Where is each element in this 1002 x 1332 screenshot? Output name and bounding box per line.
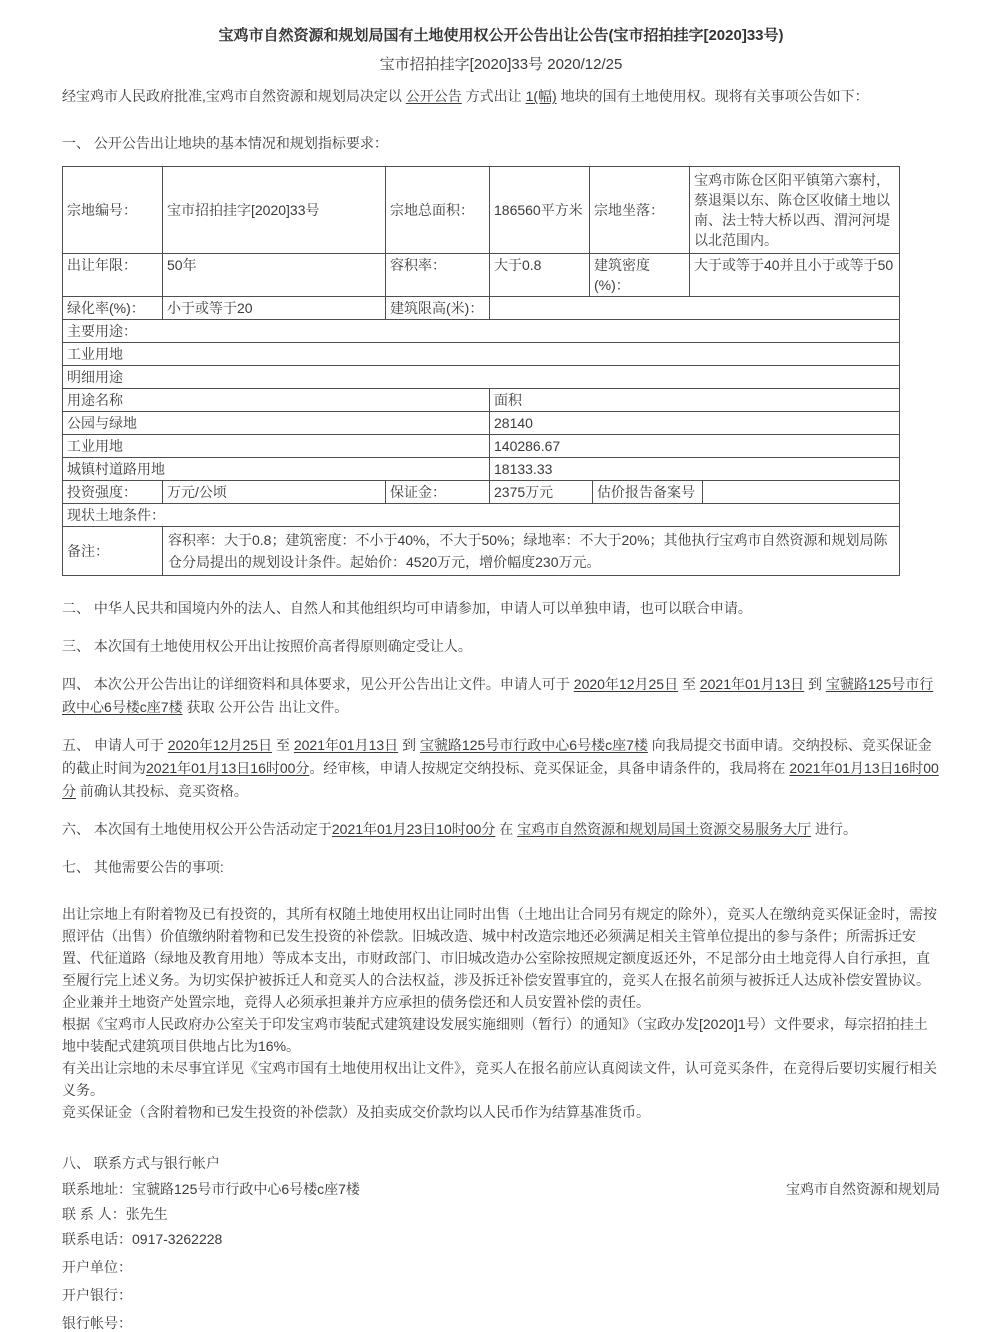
- parcel-info-table: [62, 166, 900, 576]
- remarks-value: 容积率：大于0.8；建筑密度：不小于40%，不大于50%；绿地率：不大于20%；其他执行宝鸡市自然资源和规划局陈仓分局提出的规划设计条件。起始价：4520万元，增价幅度230万元。: [168, 532, 888, 570]
- contact-phone: 联系电话：0917-3262228: [62, 1231, 223, 1247]
- building-density-value: 大于或等于40并且小于或等于50: [694, 257, 894, 273]
- area-cell: 28140: [494, 415, 533, 431]
- section-8-heading: 八、 联系方式与银行帐户: [62, 1155, 220, 1171]
- paragraph: 有关出让宗地的未尽事宜详见《宝鸡市国有土地使用权出让文件》，竞买人在报名前应认真阅读文件，认可竞买条件，在竞得后要切实履行相关义务。: [62, 1060, 937, 1098]
- plot-ratio-value: 大于0.8: [490, 254, 590, 296]
- bank-account: 银行帐号：: [62, 1315, 132, 1331]
- section-7-body: [62, 903, 940, 1123]
- greening-rate-label: 绿化率(%)：: [63, 297, 163, 319]
- section-1-heading: 一、 公开公告出让地块的基本情况和规划指标要求：: [62, 135, 388, 151]
- area-cell: 140286.67: [494, 438, 561, 454]
- main-use-label: 主要用途：: [67, 323, 137, 339]
- bank-name: 开户银行：: [62, 1287, 132, 1303]
- greening-rate-value: 小于或等于20: [163, 297, 386, 319]
- investment-intensity-value: 万元/公顷: [163, 481, 386, 503]
- contact-block: [62, 1180, 940, 1332]
- table-row: [63, 458, 899, 481]
- account-holder: 开户单位：: [62, 1259, 132, 1275]
- deposit-label: 保证金：: [386, 481, 490, 503]
- location-value: 宝鸡市陈仓区阳平镇第六寨村，蔡退渠以东、陈仓区收储土地以南、法士特大桥以西、渭河河堤以北范围内。: [694, 172, 890, 248]
- use-name-cell: 工业用地: [63, 435, 490, 457]
- table-row: [63, 167, 899, 254]
- deposit-value: 2375万元: [490, 481, 593, 503]
- use-name-cell: 公园与绿地: [63, 412, 490, 434]
- doc-number-date: 宝市招拍挂字[2020]33号 2020/12/25: [379, 56, 623, 73]
- table-row: [63, 297, 899, 320]
- location-label: 宗地坐落：: [590, 167, 690, 253]
- detail-use-label: 明细用途: [67, 369, 123, 385]
- height-limit-label: 建筑限高(米)：: [386, 297, 490, 319]
- table-row: [63, 435, 899, 458]
- paragraph: 竞买保证金（含附着物和已发生投资的补偿款）及拍卖成交价款均以人民币作为结算基准货币。: [62, 1104, 650, 1120]
- page-title: 宝鸡市自然资源和规划局国有土地使用权公开公告出让公告(宝市招拍挂字[2020]33号): [218, 27, 784, 44]
- use-name-header: 用途名称: [63, 389, 490, 411]
- section-6: 六、 本次国有土地使用权公开公告活动定于2021年01月23日10时00分 在 宝鸡市自然资源和规划局国土资源交易服务大厅 进行。: [62, 821, 857, 837]
- table-row: [63, 343, 899, 366]
- table-row: [63, 412, 899, 435]
- contact-address: 联系地址：宝虢路125号市行政中心6号楼c座7楼: [62, 1181, 360, 1197]
- height-limit-value: [490, 297, 899, 319]
- appraisal-record-value: [703, 481, 899, 503]
- intro-paragraph: 经宝鸡市人民政府批准,宝鸡市自然资源和规划局决定以 公开公告 方式出让 1(幅) 地块的国有土地使用权。现将有关事项公告如下：: [62, 88, 869, 104]
- table-row: [63, 527, 899, 575]
- table-row: [63, 366, 899, 389]
- parcel-number-value: 宝市招拍挂字[2020]33号: [163, 167, 386, 253]
- appraisal-record-label: 估价报告备案号: [593, 481, 703, 503]
- section-4: 四、 本次公开公告出让的详细资料和具体要求，见公开公告出让文件。申请人可于 2020年12月25日 至 2021年01月13日 到 宝虢路125号市行政中心6号楼c座7楼 获取 公开公告 出让文件。: [62, 676, 934, 715]
- area-header: 面积: [494, 392, 522, 408]
- area-cell: 18133.33: [494, 461, 553, 477]
- building-density-label: 建筑密度(%)：: [590, 254, 690, 296]
- section-2: 二、 中华人民共和国境内外的法人、自然人和其他组织均可申请参加，申请人可以单独申请，也可以联合申请。: [62, 600, 752, 616]
- paragraph: 根据《宝鸡市人民政府办公室关于印发宝鸡市装配式建筑建设发展实施细则（暂行）的通知》（宝政办发[2020]1号）文件要求，每宗招拍挂土地中装配式建筑项目供地占比为16%。: [62, 1016, 928, 1054]
- main-use-value: 工业用地: [67, 346, 123, 362]
- section-3: 三、 本次国有土地使用权公开出让按照价高者得原则确定受让人。: [62, 638, 472, 654]
- issuing-authority-signature: 宝鸡市自然资源和规划局: [786, 1181, 940, 1197]
- plot-ratio-label: 容积率：: [386, 254, 490, 296]
- paragraph: 出让宗地上有附着物及已有投资的，其所有权随土地使用权出让同时出售（土地出让合同另有规定的除外），竞买人在缴纳竞买保证金时，需按照评估（出售）价值缴纳附着物和已发生投资的补偿款。旧城改造、城中村改造宗地还必须满足相关主管单位提出的参与条件；所需拆迁安置、代征道路（绿地及教育用地）等成本支出，市财政部门、市旧城改造办公室除按照规定额度返还外，不足部分由土地竞得人自行承担，直至履行完上述义务。为切实保护被拆迁人和竞买人的合法权益，涉及拆迁补偿安置事宜的，竞买人在报名前须与被拆迁人达成补偿安置协议。企业兼并土地资产处置宗地，竞得人必须承担兼并方应承担的债务偿还和人员安置补偿的责任。: [62, 906, 937, 1010]
- current-land-condition-label: 现状土地条件：: [67, 507, 165, 523]
- total-area-value: 186560平方米: [490, 167, 590, 253]
- term-label: 出让年限：: [63, 254, 163, 296]
- use-name-cell: 城镇村道路用地: [63, 458, 490, 480]
- term-value: 50年: [163, 254, 386, 296]
- table-row: [63, 389, 899, 412]
- table-row: [63, 320, 899, 343]
- table-row: [63, 504, 899, 527]
- table-row: [63, 254, 899, 297]
- section-5: 五、 申请人可于 2020年12月25日 至 2021年01月13日 到 宝虢路125号市行政中心6号楼c座7楼 向我局提交书面申请。交纳投标、竞买保证金的截止时间为2021年01月13日16时00分。经审核，申请人按规定交纳投标、竞买保证金，具备申请条件的，我局将在 2021年01月13日16时00分 前确认其投标、竞买资格。: [62, 737, 939, 799]
- contact-person: 联 系 人：张先生: [62, 1206, 168, 1222]
- remarks-label: 备注：: [63, 527, 163, 575]
- parcel-number-label: 宗地编号：: [63, 167, 163, 253]
- section-7-heading: 七、 其他需要公告的事项:: [62, 859, 224, 875]
- total-area-label: 宗地总面积：: [386, 167, 490, 253]
- table-row: [63, 481, 899, 504]
- investment-intensity-label: 投资强度：: [63, 481, 163, 503]
